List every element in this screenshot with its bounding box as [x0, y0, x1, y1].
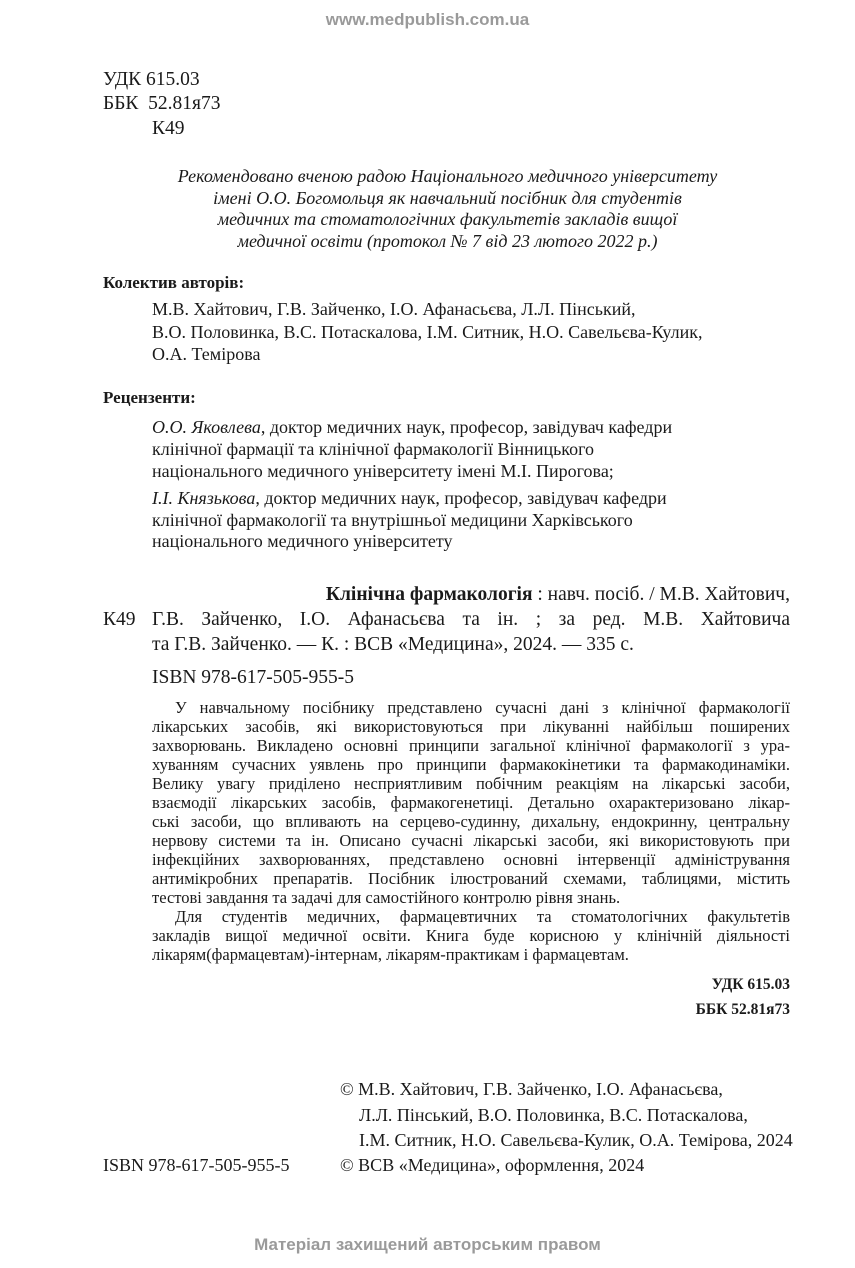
annotation-line: нервову системи та ін. Описано сучасні лікарські засоби, які використовують при — [152, 831, 790, 850]
annotation-line: тестові завдання та задачі для самостійного контролю рівня знань. — [152, 888, 621, 907]
recommendation-line: імені О.О. Богомольця як навчальний посібник для студентів — [213, 188, 682, 208]
authors-line: О.А. Темірова — [152, 344, 261, 364]
reviewer-line: клінічної фармакології та внутрішньої медицини Харківського — [152, 510, 633, 530]
book-title: Клінічна фармакологія — [325, 584, 533, 605]
annotation-line: лікарських засобів, які використовуються при лікуванні найбільш поширених — [152, 717, 790, 736]
bib-line — [178, 584, 790, 606]
copyright-line: Л.Л. Пінський, В.О. Половинка, В.С. Потаскалова, — [359, 1105, 748, 1125]
reviewer-name: І.І. Князькова — [152, 488, 256, 508]
footer-watermark: Матеріал захищений авторським правом — [254, 1235, 601, 1254]
annotation-line: лікарям(фармацевтам)-інтернам, лікарям-практикам і фармацевтам. — [152, 945, 629, 964]
annotation-line: антимікробних препаратів. Посібник ілюстрований схемами, таблицями, містить — [152, 869, 790, 888]
annotation-line: хуванням сучасних уявлень про принципи фармакокінетики та фармакодинаміки. — [152, 755, 790, 774]
udk-right: УДК 615.03 — [711, 976, 790, 993]
isbn-bottom: ISBN 978-617-505-955-5 — [103, 1155, 290, 1175]
reviewer-line — [152, 417, 672, 438]
annotation-line: захворювань. Викладено основні принципи загальної клінічної фармакології з ура- — [152, 736, 790, 755]
bib-line: та Г.В. Зайченко. — К. : ВСВ «Медицина», 2024. — 335 с. — [152, 634, 634, 655]
recommendation-line: медичних та стоматологічних факультетів закладів вищої — [217, 209, 678, 229]
author-sign: К49 — [152, 118, 185, 139]
isbn: ISBN 978-617-505-955-5 — [152, 667, 355, 688]
reviewer-line: клінічної фармації та клінічної фармакології Вінницького — [152, 439, 595, 459]
annotation-line: У навчальному посібнику представлено сучасні дані з клінічної фармакології — [175, 698, 790, 717]
bbk-right: ББК 52.81я73 — [695, 1001, 790, 1018]
bib-line: Г.В. Зайченко, І.О. Афанасьєва та ін. ; за ред. М.В. Хайтовича — [152, 609, 790, 630]
authors-line: В.О. Половинка, В.С. Потаскалова, І.М. Ситник, Н.О. Савельєва-Кулик, — [152, 322, 703, 342]
copyright-line: І.М. Ситник, Н.О. Савельєва-Кулик, О.А. Темірова, 2024 — [359, 1130, 793, 1150]
reviewer-line — [152, 488, 667, 509]
copyright-line: © ВСВ «Медицина», оформлення, 2024 — [340, 1155, 645, 1175]
header-watermark: www.medpublish.com.ua — [325, 10, 530, 29]
annotation-line: ські засоби, що впливають на серцево-судинну, дихальну, ендокринну, центральну — [152, 812, 790, 831]
authors-heading: Колектив авторів: — [103, 273, 245, 292]
reviewers-heading: Рецензенти: — [103, 388, 196, 407]
annotation-line: взаємодії лікарських засобів, фармакогенетиці. Детально охарактеризовано лікар- — [152, 793, 790, 812]
udk-code: УДК 615.03 — [103, 69, 200, 90]
bbk-code: ББК 52.81я73 — [103, 93, 221, 114]
annotation-line: Велику увагу приділено несприятливим побічним реакціям на лікарські засоби, — [152, 774, 790, 793]
recommendation-line: Рекомендовано вченою радою Національного медичного університету — [177, 166, 718, 186]
reviewer-text: , доктор медичних наук, професор, завідувач кафедри — [260, 417, 673, 437]
annotation-line: інфекційних захворюваннях, представлено основні інтервенції адміністрування — [152, 850, 790, 869]
reviewer-line: національного медичного університету імені М.І. Пирогова; — [152, 461, 614, 481]
annotation-line: закладів вищої медичної освіти. Книга буде корисною у клінічній діяльності — [152, 926, 790, 945]
bib-text: : навч. посіб. / М.В. Хайтович, — [532, 584, 790, 605]
reviewer-name: О.О. Яковлева — [152, 417, 261, 437]
reviewer-line: національного медичного університету — [152, 531, 453, 551]
authors-line: М.В. Хайтович, Г.В. Зайченко, І.О. Афанасьєва, Л.Л. Пінський, — [152, 299, 636, 319]
reviewer-text: , доктор медичних наук, професор, завідувач кафедри — [255, 488, 667, 508]
copyright-line: © М.В. Хайтович, Г.В. Зайченко, І.О. Афанасьєва, — [340, 1079, 723, 1099]
bib-code: К49 — [103, 609, 136, 630]
annotation-line: Для студентів медичних, фармацевтичних та стоматологічних факультетів — [175, 907, 790, 926]
recommendation-line: медичної освіти (протокол № 7 від 23 лютого 2022 р.) — [237, 231, 658, 251]
